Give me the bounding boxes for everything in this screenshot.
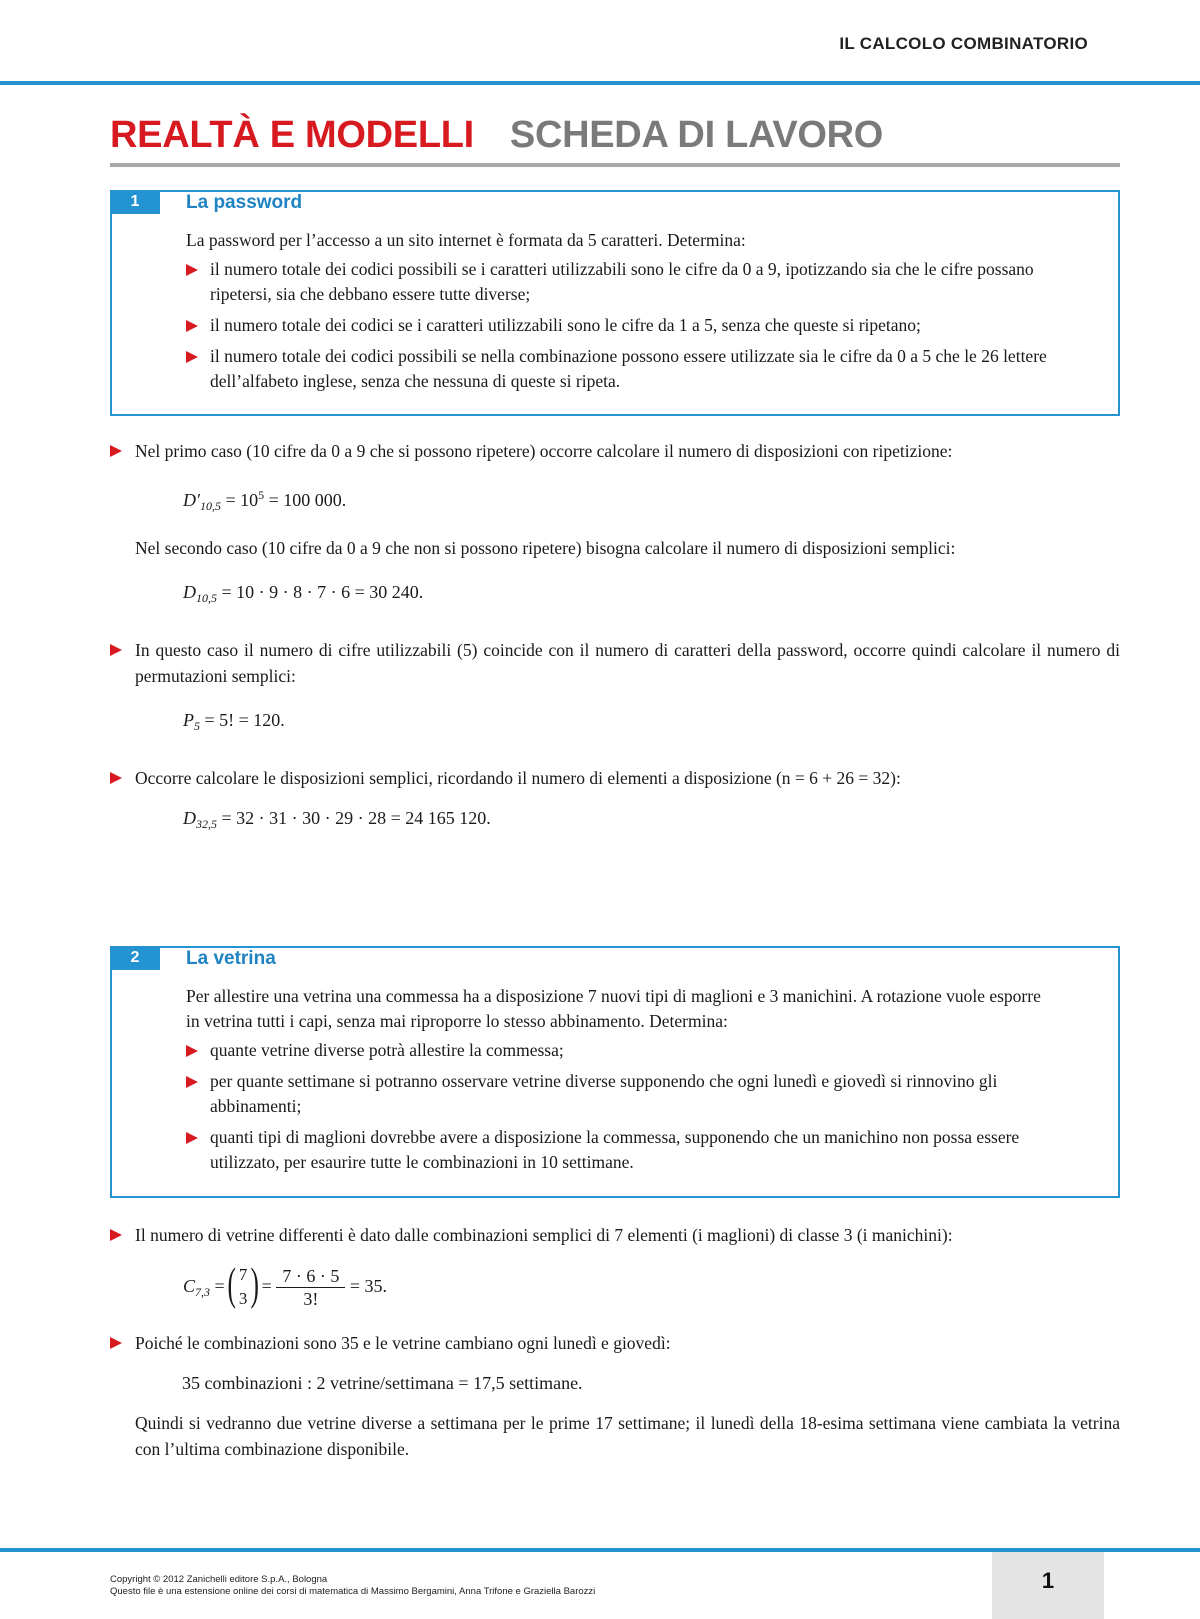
- page-title: [110, 114, 1120, 157]
- list-item: quante vetrine diverse potrà allestire la commessa;: [186, 1038, 1058, 1063]
- solution-step: In questo caso il numero di cifre utilizzabili (5) coincide con il numero di caratteri della password, occorre quindi calcolare il numero di permutazioni semplici:: [110, 637, 1120, 689]
- list-item: il numero totale dei codici se i caratteri utilizzabili sono le cifre da 1 a 5, senza che queste si ripetano;: [186, 313, 1094, 338]
- solution-step: Il numero di vetrine differenti è dato dalle combinazioni semplici di 7 elementi (i maglioni) di classe 3 (i manichini):: [110, 1222, 1120, 1248]
- list-item: il numero totale dei codici possibili se nella combinazione possono essere utilizzate sia le cifre da 0 a 5 che le 26 lettere dell’alfabeto inglese, senza che nessuna di queste si ripeta.: [186, 344, 1094, 394]
- solution-text: Nel secondo caso (10 cifre da 0 a 9 che non si possono ripetere) bisogna calcolare il numero di disposizioni semplici:: [135, 538, 956, 558]
- triangle-bullet-icon: [186, 1045, 198, 1057]
- exercise-intro: Per allestire una vetrina una commessa ha a disposizione 7 nuovi tipi di maglioni e 3 manichini. A rotazione vuole esporre in vetrina tutti i capi, senza mai riproporre lo stesso abbinamento. Determina:: [186, 986, 1041, 1031]
- top-rule: [0, 81, 1200, 85]
- exercise-title: La vetrina: [186, 948, 276, 969]
- formula: $D_{32,5} = 32 \cdot 31 \cdot 30 \cdot 29 \cdot 28 = 24$ 165 120.: [183, 808, 491, 831]
- solution-step: Poiché le combinazioni sono 35 e le vetrine cambiano ogni lunedì e giovedì:: [110, 1330, 1120, 1356]
- formula: $P_5 = 5$! = 120.: [183, 710, 285, 733]
- triangle-bullet-icon: [110, 445, 122, 457]
- page-number-box: [992, 1552, 1104, 1619]
- triangle-bullet-icon: [186, 320, 198, 332]
- page-number: 1: [1041, 1568, 1055, 1593]
- formula: 35 combinazioni : 2 vetrine/settimana = 17,5 settimane.: [182, 1373, 583, 1393]
- triangle-bullet-icon: [186, 1076, 198, 1088]
- list-item: il numero totale dei codici possibili se i caratteri utilizzabili sono le cifre da 0 a 9, ipotizzando sia che le cifre possano ripetersi, sia che debbano essere tutte diverse;: [186, 257, 1094, 307]
- triangle-bullet-icon: [110, 1229, 122, 1241]
- exercise-number: 2: [110, 946, 160, 970]
- triangle-bullet-icon: [110, 1337, 122, 1349]
- title-main: REALTÀ E MODELLI: [110, 114, 474, 156]
- solution-2: [110, 1222, 1120, 1462]
- solution-text: Quindi si vedranno due vetrine diverse a settimana per le prime 17 settimane; il lunedì della 18-esima settimana viene cambiata la vetrina con l’ultima combinazione disponibile.: [135, 1413, 1120, 1459]
- triangle-bullet-icon: [110, 644, 122, 656]
- triangle-bullet-icon: [110, 772, 122, 784]
- title-rule: [110, 163, 1120, 167]
- section-header: IL CALCOLO COMBINATORIO: [839, 34, 1088, 53]
- formula: $D'_{10,5} = 10^5 = 100$ 000.: [183, 488, 347, 513]
- exercise-body: [186, 984, 1058, 1181]
- footer-note: Questo file è una estensione online dei corsi di matematica di Massimo Bergamini, Anna Trifone e Graziella Barozzi: [110, 1586, 596, 1597]
- triangle-bullet-icon: [186, 351, 198, 363]
- copyright-text: Copyright © 2012 Zanichelli editore S.p.A., Bologna: [110, 1574, 328, 1585]
- title-sub: SCHEDA DI LAVORO: [509, 114, 884, 156]
- formula: $C_{7,3}$ = ( 7 3 ) = $\frac{7 \cdot 6 \cdot 5}{3!}$ = 35.: [110, 1258, 1120, 1314]
- exercise-box-1: [110, 190, 1120, 416]
- exercise-intro: La password per l’accesso a un sito internet è formata da 5 caratteri. Determina:: [186, 230, 746, 250]
- binomial-coefficient: ( 7 3 ): [227, 1257, 259, 1309]
- solution-step: Nel primo caso (10 cifre da 0 a 9 che si possono ripetere) occorre calcolare il numero di disposizioni con ripetizione:: [110, 438, 1120, 464]
- solution-step: Occorre calcolare le disposizioni semplici, ricordando il numero di elementi a disposizione (n = 6 + 26 = 32):: [110, 765, 1120, 791]
- triangle-bullet-icon: [186, 1132, 198, 1144]
- footer: [110, 1574, 595, 1598]
- list-item: per quante settimane si potranno osservare vetrine diverse supponendo che ogni lunedì e giovedì si rinnovino gli abbinamenti;: [186, 1069, 1058, 1119]
- list-item: quanti tipi di maglioni dovrebbe avere a disposizione la commessa, supponendo che un manichino non possa essere utilizzato, per esaurire tutte le combinazioni in 10 settimane.: [186, 1125, 1058, 1175]
- solution-1: [110, 438, 1120, 837]
- exercise-number: 1: [110, 190, 160, 214]
- exercise-body: [186, 228, 1094, 400]
- fraction: $\frac{7 \cdot 6 \cdot 5}{3!}$: [276, 1265, 345, 1310]
- exercise-box-2: [110, 946, 1120, 1198]
- exercise-title: La password: [186, 192, 303, 213]
- formula: $D_{10,5} = 10 \cdot 9 \cdot 8 \cdot 7 \cdot 6 = 30$ 240.: [183, 582, 424, 605]
- triangle-bullet-icon: [186, 264, 198, 276]
